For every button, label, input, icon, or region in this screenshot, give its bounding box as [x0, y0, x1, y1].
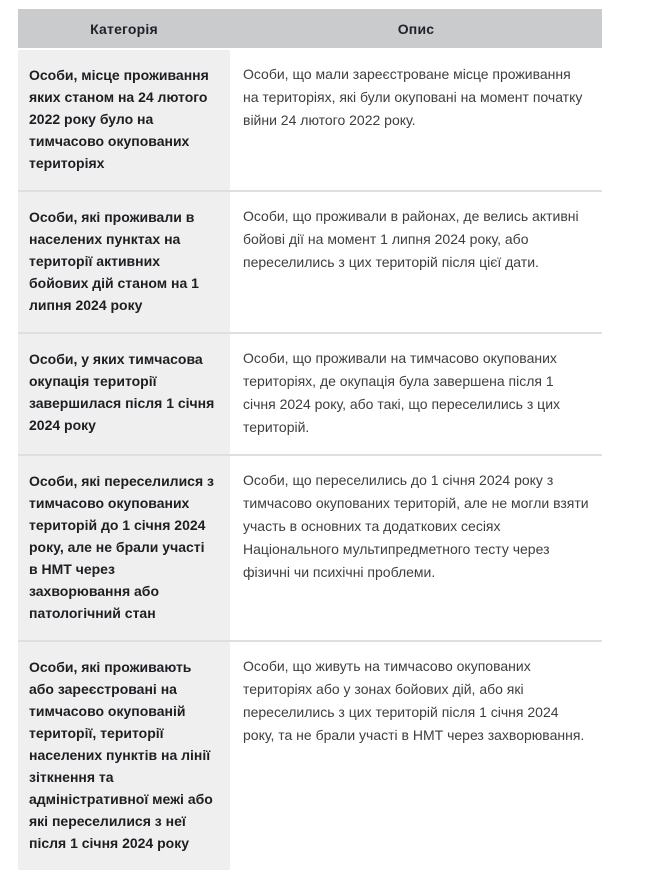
description-cell: Особи, що переселились до 1 січня 2024 року з тимчасово окупованих територій, але не могли взяти участь в основних та додаткових сесіях Національного мультипредметного тесту через фізичні чи психічні проблеми. — [230, 456, 602, 640]
description-cell: Особи, що проживали в районах, де велись активні бойові дії на момент 1 липня 2024 року, або переселились з цих територій після цієї дати. — [230, 192, 602, 332]
category-cell: Особи, місце проживання яких станом на 24 лютого 2022 року було на тимчасово окупованих територіях — [18, 50, 230, 190]
table-row — [18, 48, 602, 190]
table-row — [18, 190, 602, 332]
category-cell: Особи, які проживають або зареєстровані на тимчасово окупованій території, території населених пунктів на лінії зіткнення та адміністративної межі або які переселилися з неї після 1 січня 2024 року — [18, 642, 230, 870]
description-cell: Особи, що мали зареєстроване місце проживання на територіях, які були окуповані на момент початку війни 24 лютого 2022 року. — [230, 50, 602, 190]
table-header-row — [18, 9, 602, 48]
category-cell: Особи, які переселилися з тимчасово окупованих територій до 1 січня 2024 року, але не брали участі в НМТ через захворювання або патологічний стан — [18, 456, 230, 640]
header-description: Опис — [397, 20, 435, 37]
description-cell: Особи, що проживали на тимчасово окупованих територіях, де окупація була завершена після 1 січня 2024 року, або такі, що переселились з цих територій. — [230, 334, 602, 454]
table-row — [18, 640, 602, 870]
categories-table — [18, 9, 602, 870]
description-cell: Особи, що живуть на тимчасово окупованих територіях або у зонах бойових дій, або які переселились з цих територій після 1 січня 2024 року, та не брали участі в НМТ через захворювання. — [230, 642, 602, 870]
category-cell: Особи, які проживали в населених пунктах на території активних бойових дій станом на 1 липня 2024 року — [18, 192, 230, 332]
table-row — [18, 332, 602, 454]
table-row — [18, 454, 602, 640]
category-cell: Особи, у яких тимчасова окупація території завершилася після 1 січня 2024 року — [18, 334, 230, 454]
header-category: Категорія — [90, 20, 158, 37]
